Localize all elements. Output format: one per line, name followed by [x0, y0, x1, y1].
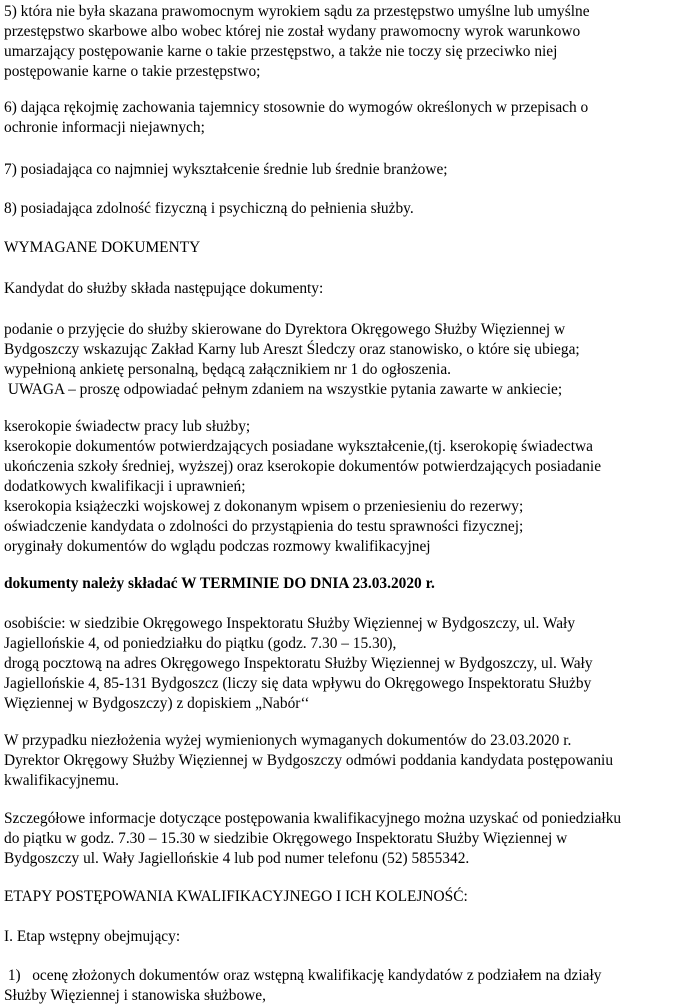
criterion-8: [4, 199, 696, 219]
text-line: przestępstwo skarbowe albo wobec której nie został wydany prawomocny wyrok warunkowo: [4, 23, 581, 40]
text-line: postępowanie karne o takie przestępstwo;: [4, 63, 261, 80]
text-line: 5) która nie była skazana prawomocnym wyrokiem sądu za przestępstwo umyślne lub umyślne: [4, 3, 590, 20]
text-line: Bydgoszczy wskazując Zakład Karny lub Areszt Śledczy oraz stanowisko, o które się ubiega;: [4, 341, 580, 358]
text-line: wypełnioną ankietę personalną, będącą załącznikiem nr 1 do ogłoszenia.: [4, 361, 451, 378]
deadline-notice: dokumenty należy składać W TERMINIE DO DNIA 23.03.2020 r.: [4, 575, 435, 592]
text-line: 1) ocenę złożonych dokumentów oraz wstępną kwalifikację kandydatów z podziałem na działy: [4, 967, 602, 984]
documents-list: [4, 417, 696, 557]
criterion-5: [4, 2, 696, 82]
text-line: UWAGA – proszę odpowiadać pełnym zdaniem na wszystkie pytania zawarte w ankiecie;: [4, 381, 563, 398]
text-line: Służby Więziennej i stanowiska służbowe,: [4, 987, 266, 1004]
stage-1-heading: I. Etap wstępny obejmujący:: [4, 928, 181, 945]
text-line: Dyrektor Okręgowy Służby Więziennej w Bydgoszczy odmówi poddania kandydata postępowaniu: [4, 752, 614, 769]
text-line: do piątku w godz. 7.30 – 15.30 w siedzibie Okręgowego Inspektoratu Służby Więziennej w: [4, 830, 568, 847]
list-item: kserokopia książeczki wojskowej z dokonanym wpisem o przeniesieniu do rezerwy;: [4, 498, 524, 515]
text-line: 7) posiadająca co najmniej wykształcenie średnie lub średnie branżowe;: [4, 161, 448, 178]
criterion-6: [4, 98, 696, 138]
text-line: Bydgoszczy ul. Wały Jagiellońskie 4 lub pod numer telefonu (52) 5855342.: [4, 850, 470, 867]
criterion-7: [4, 160, 696, 180]
text-line: drogą pocztową na adres Okręgowego Inspektoratu Służby Więziennej w Bydgoszczy, ul. Wały: [4, 655, 593, 672]
text-line: Jagiellońskie 4, 85-131 Bydgoszcz (liczy się data wpływu do Okręgowego Inspektoratu Służby: [4, 675, 592, 692]
text-line: Więziennej w Bydgoszczy) z dopiskiem „Nabór‘‘: [4, 695, 310, 712]
text-line: osobiście: w siedzibie Okręgowego Inspektoratu Służby Więziennej w Bydgoszczy, ul. Wały: [4, 615, 576, 632]
text-line: W przypadku niezłożenia wyżej wymienionych wymaganych dokumentów do 23.03.2020 r.: [4, 732, 572, 749]
text-line: podanie o przyjęcie do służby skierowane do Dyrektora Okręgowego Służby Więziennej w: [4, 321, 566, 338]
list-item: dodatkowych kwalifikacji i uprawnień;: [4, 478, 246, 495]
list-item: kserokopie świadectw pracy lub służby;: [4, 418, 251, 435]
list-item: oświadczenie kandydata o zdolności do przystąpienia do testu sprawności fizycznej;: [4, 518, 524, 535]
text-line: Jagiellońskie 4, od poniedziałku do piątku (godz. 7.30 – 15.30),: [4, 635, 397, 652]
application-paragraph: [4, 320, 696, 400]
stage-1-step-1: [4, 966, 696, 1006]
text-line: ochronie informacji niejawnych;: [4, 119, 205, 136]
submission-paragraph: [4, 614, 696, 714]
text-line: Szczegółowe informacje dotyczące postępowania kwalifikacyjnego można uzyskać od poniedziałku: [4, 810, 622, 827]
list-item: oryginały dokumentów do wglądu podczas rozmowy kwalifikacyjnej: [4, 538, 431, 555]
section-heading-stages: ETAPY POSTĘPOWANIA KWALIFIKACYJNEGO I ICH KOLEJNOŚĆ:: [4, 888, 468, 905]
text-line: kwalifikacyjnemu.: [4, 772, 119, 789]
text-line: 8) posiadająca zdolność fizyczną i psychiczną do pełnienia służby.: [4, 200, 414, 217]
info-paragraph: [4, 809, 696, 869]
section-heading-documents: WYMAGANE DOKUMENTY: [4, 239, 201, 256]
list-item: kserokopie dokumentów potwierdzających posiadane wykształcenie,(tj. kserokopię świadectwa: [4, 438, 593, 455]
documents-intro: Kandydat do służby składa następujące dokumenty:: [4, 280, 324, 297]
list-item: ukończenia szkoły średniej, wyższej) oraz kserokopie dokumentów potwierdzających posiadanie: [4, 458, 602, 475]
text-line: 6) dająca rękojmię zachowania tajemnicy stosownie do wymogów określonych w przepisach o: [4, 99, 589, 116]
refusal-paragraph: [4, 731, 696, 791]
text-line: umarzający postępowanie karne o takie przestępstwo, a także nie toczy się przeciwko niej: [4, 43, 558, 60]
